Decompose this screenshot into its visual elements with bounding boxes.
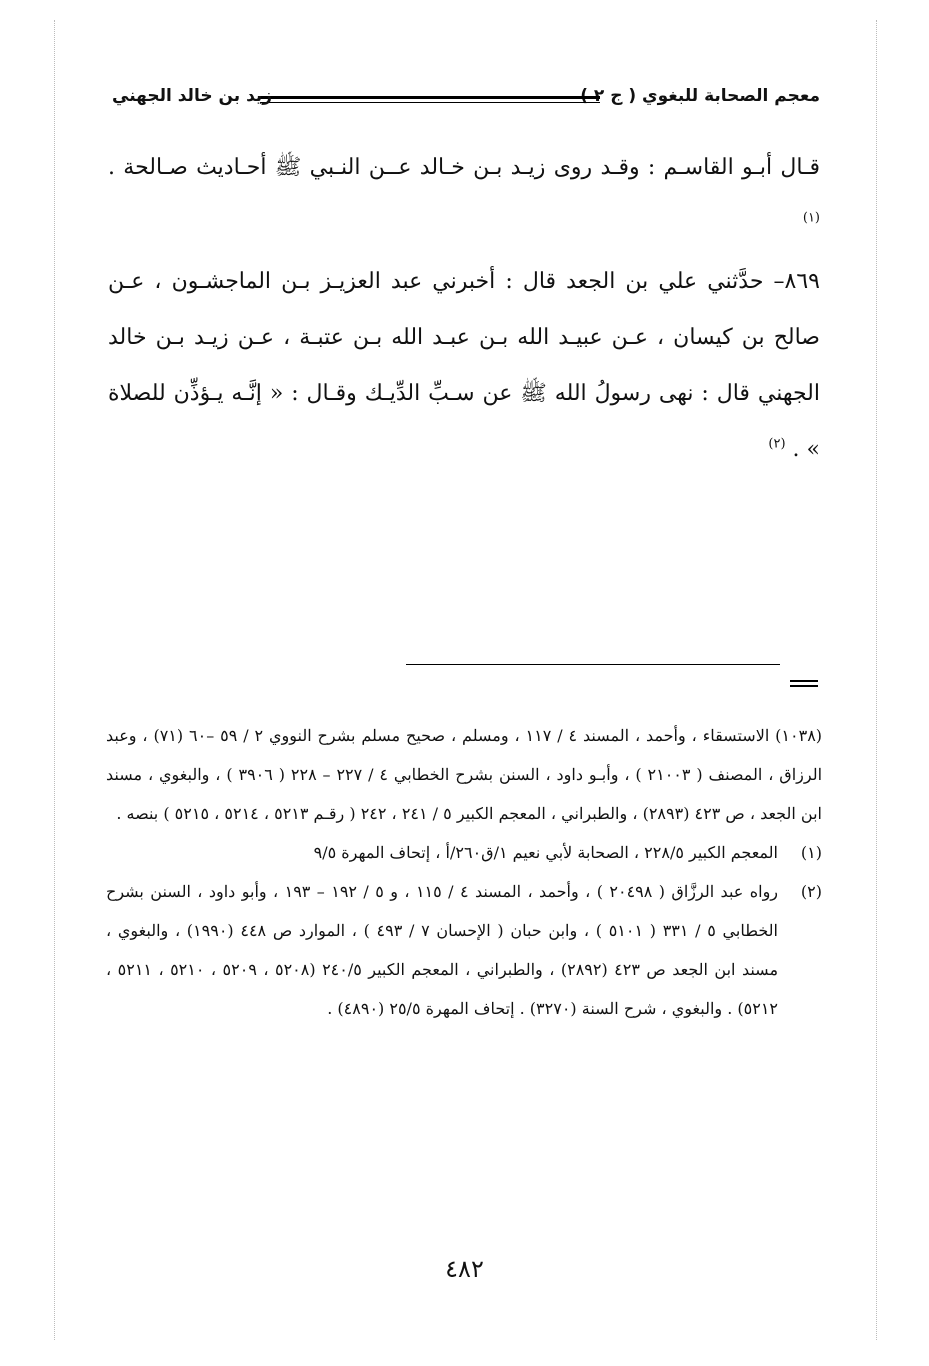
footnote-1: [106, 833, 822, 872]
chapter-title: زيد بن خالد الجهني: [112, 86, 273, 106]
main-text: [108, 140, 820, 478]
footnote-number: (١): [800, 843, 822, 862]
separator-mark: [790, 685, 818, 687]
scan-margin-dots: [876, 20, 877, 1340]
footnote-text: المعجم الكبير ٢٢٨/٥ ، الصحابة لأبي نعيم ١/ق٢٦٠/أ ، إتحاف المهرة ٩/٥: [313, 843, 778, 862]
running-header: [112, 86, 820, 116]
paragraph-1: [108, 140, 820, 252]
page-number: ٤٨٢: [445, 1255, 484, 1283]
book-title: معجم الصحابة للبغوي ( ج ٢ ): [580, 86, 820, 106]
hadith-note: (١٠٣٨) الاستسقاء ، وأحمد ، المسند ٤ / ١١٧ ، ومسلم ، صحيح مسلم بشرح النووي ٢ / ٥٩ –٦٠ (٧١) ، وعبد الرزاق ، المصنف ( ٢١٠٠٣ ) ، وأبـو داود ، السنن بشرح الخطابي ٤ / ٢٢٧ – ٢٢٨ ( ٣٩٠٦ ) ، والبغوي ، مسند ابن الجعد ، ص ٤٢٣ (٢٨٩٣) ، والطبراني ، المعجم الكبير ٥ / ٢٤١ ، ٢٤٢ ( رقـم ٥٢١٣ ، ٥٢١٤ ، ٥٢١٥ ) بنصه .: [106, 726, 823, 823]
paragraph-2-text: ٨٦٩– حدَّثني علي بن الجعد قال : أخبرني عبد العزيـز بـن الماجشـون ، عـن صالح بن كيسان ، عـن عبيـد الله بـن عبـد الله بـن عتبـة ، عـن زيـد بـن خالد الجهني قال : نهى رسولُ الله ﷺ عن سـبِّ الدِّيـك وقـال : « إنَّـه يـؤذِّن للصلاة » .: [108, 269, 820, 462]
footnote-text: رواه عبد الرزَّاق ( ٢٠٤٩٨ ) ، وأحمد ، المسند ٤ / ١١٥ ، و ٥ / ١٩٢ – ١٩٣ ، وأبو داود ، السنن بشرح الخطابي ٥ / ٣٣١ ( ٥١٠١ ) ، وابن حبان ( الإحسان ٧ / ٤٩٣ ) ، الموارد ص ٤٤٨ (١٩٩٠) ، والبغوي ، مسند ابن الجعد ص ٤٢٣ (٢٨٩٢) ، والطبراني ، المعجم الكبير ٢٤٠/٥ (٥٢٠٨ ، ٥٢٠٩ ، ٥٢١٠ ، ٥٢١١ ، ٥٢١٢) . والبغوي ، شرح السنة (٣٢٧٠) . إتحاف المهرة ٢٥/٥ (٤٨٩٠) .: [106, 882, 779, 1018]
paragraph-2: [108, 254, 820, 478]
header-rule: [260, 96, 600, 103]
footnote-ref-2: (٢): [768, 436, 786, 452]
scan-margin-dots: [54, 20, 55, 1340]
footnote-ref-1: (١): [802, 210, 820, 226]
footnote-separator: [406, 664, 780, 665]
footnote-2: [106, 872, 822, 1028]
footnotes: [106, 716, 822, 1028]
paragraph-1-text: قـال أبـو القاسـم : وقـد روى زيـد بـن خـالد عــن النـبي ﷺ أحـاديث صـالحة .: [108, 155, 820, 180]
footnote-number: (٢): [800, 882, 822, 901]
separator-mark: [790, 680, 818, 682]
